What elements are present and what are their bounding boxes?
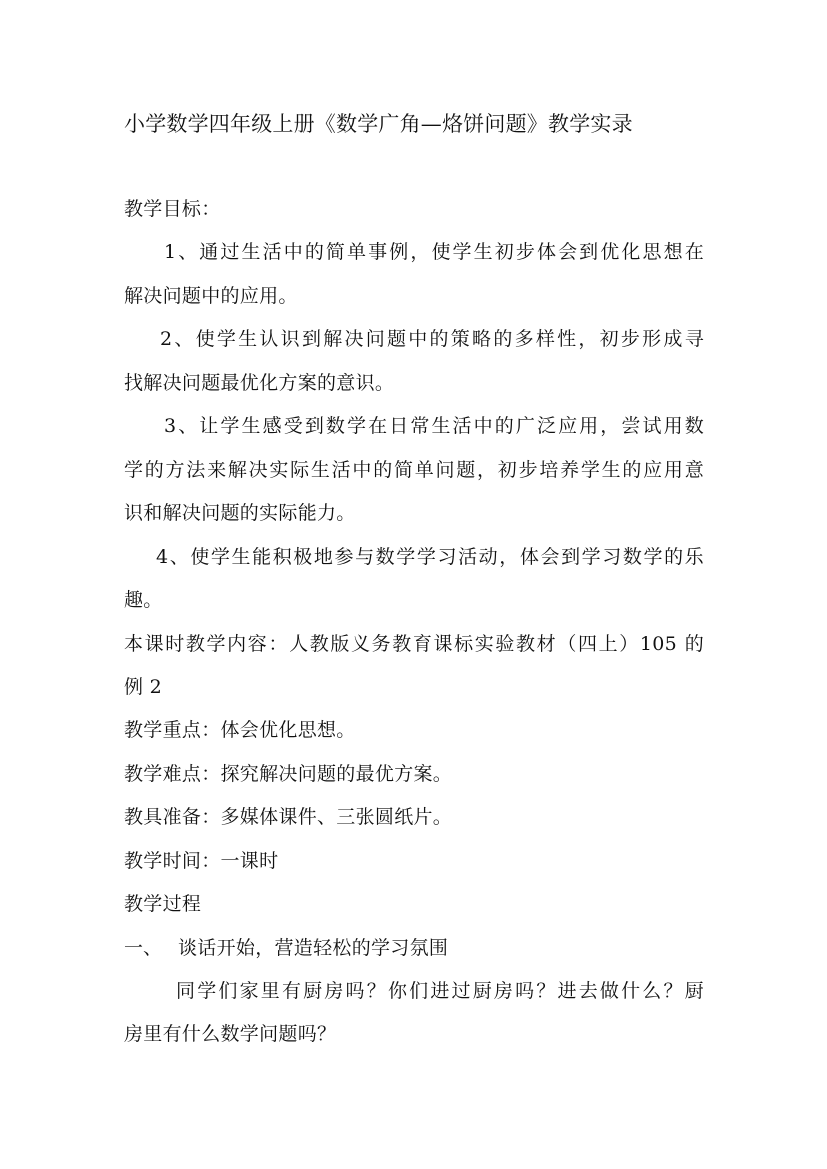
document-title: 小学数学四年级上册《数学广角—烙饼问题》教学实录	[124, 112, 633, 136]
objective-2-line-1: 2、使学生认识到解决问题中的策略的多样性，初步形成寻	[160, 328, 704, 350]
teaching-time: 教学时间：一课时	[124, 850, 279, 872]
materials: 教具准备：多媒体课件、三张圆纸片。	[124, 806, 453, 828]
process-heading: 教学过程	[124, 893, 202, 915]
section-1-title: 谈话开始，营造轻松的学习氛围	[178, 937, 449, 959]
objectives-heading: 教学目标：	[124, 198, 221, 220]
objective-2-line-2: 找解决问题最优化方案的意识。	[124, 372, 395, 394]
objective-4-line-1: 4、使学生能积极地参与数学学习活动，体会到学习数学的乐	[156, 546, 704, 568]
content-line-1: 本课时教学内容：人教版义务教育课标实验教材（四上）105 的	[124, 633, 704, 655]
section-1-number: 一、	[124, 937, 163, 959]
objective-1-line-1: 1、通过生活中的简单事例，使学生初步体会到优化思想在	[164, 241, 704, 263]
objective-3-line-1: 3、让学生感受到数学在日常生活中的广泛应用，尝试用数	[164, 415, 704, 437]
key-point: 教学重点：体会优化思想。	[124, 719, 356, 741]
paragraph-1-line-1: 同学们家里有厨房吗？你们进过厨房吗？进去做什么？厨	[176, 980, 704, 1002]
content-line-2: 例 2	[124, 676, 163, 698]
paragraph-1-line-2: 房里有什么数学问题吗？	[124, 1023, 337, 1045]
objective-4-line-2: 趣。	[124, 589, 163, 611]
difficulty: 教学难点：探究解决问题的最优方案。	[124, 763, 453, 785]
objective-1-line-2: 解决问题中的应用。	[124, 285, 298, 307]
objective-3-line-2: 学的方法来解决实际生活中的简单问题，初步培养学生的应用意	[124, 459, 704, 481]
objective-3-line-3: 识和解决问题的实际能力。	[124, 502, 356, 524]
